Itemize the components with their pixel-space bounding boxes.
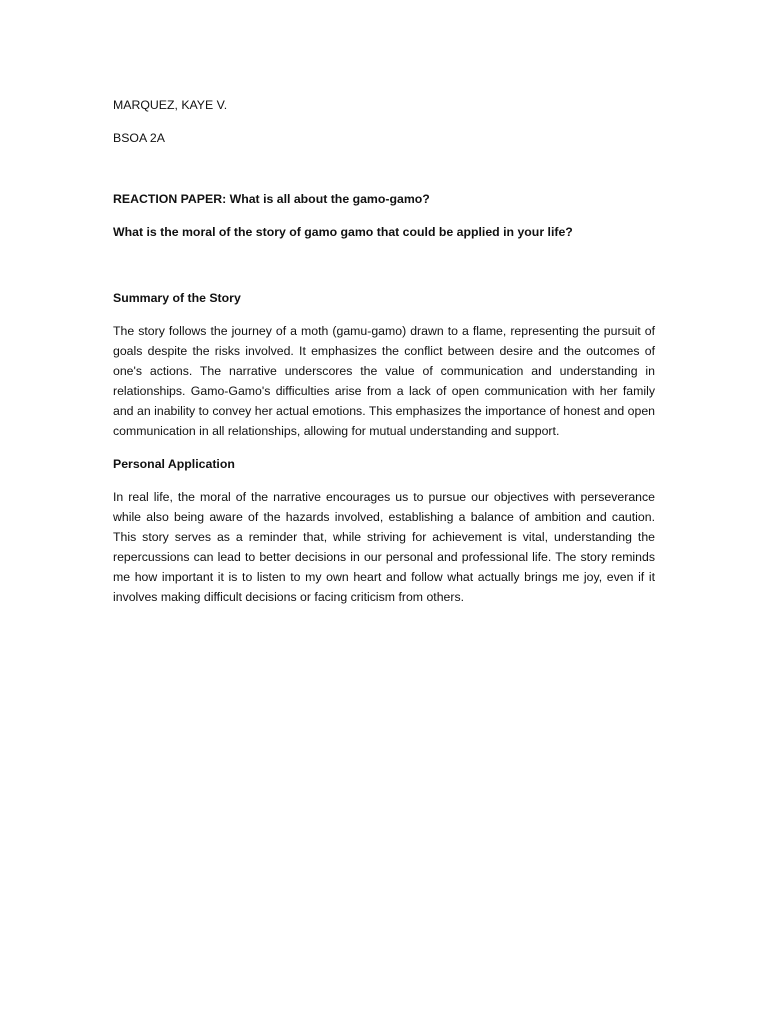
application-paragraph: In real life, the moral of the narrative encourages us to pursue our objectives with perseverance while also being aware of the hazards involved, establishing a balance of ambition and caution. This story serves as a reminder that, while striving for achievement is vital, understanding the repercussions can lead to better decisions in our personal and professional life. The story reminds me how important it is to listen to my own heart and follow what actually brings me joy, even if it involves making difficult decisions or facing criticism from others. — [113, 490, 655, 604]
summary-paragraph: The story follows the journey of a moth (gamu-gamo) drawn to a flame, representing the pursuit of goals despite the risks involved. It emphasizes the conflict between desire and the outcomes of one's actions. The narrative underscores the value of communication and understanding in relationships. Gamo-Gamo's difficulties arise from a lack of open communication with her family and an inability to convey her actual emotions. This emphasizes the importance of honest and open communication in all relationships, allowing for mutual understanding and support. — [113, 324, 655, 438]
paper-title: REACTION PAPER: What is all about the gamo-gamo? — [113, 192, 430, 206]
guiding-question: What is the moral of the story of gamo gamo that could be applied in your life? — [113, 225, 573, 239]
class-section: BSOA 2A — [113, 131, 165, 145]
application-heading: Personal Application — [113, 457, 235, 471]
author-name: MARQUEZ, KAYE V. — [113, 98, 228, 112]
summary-heading: Summary of the Story — [113, 291, 241, 305]
document-body — [113, 95, 655, 620]
